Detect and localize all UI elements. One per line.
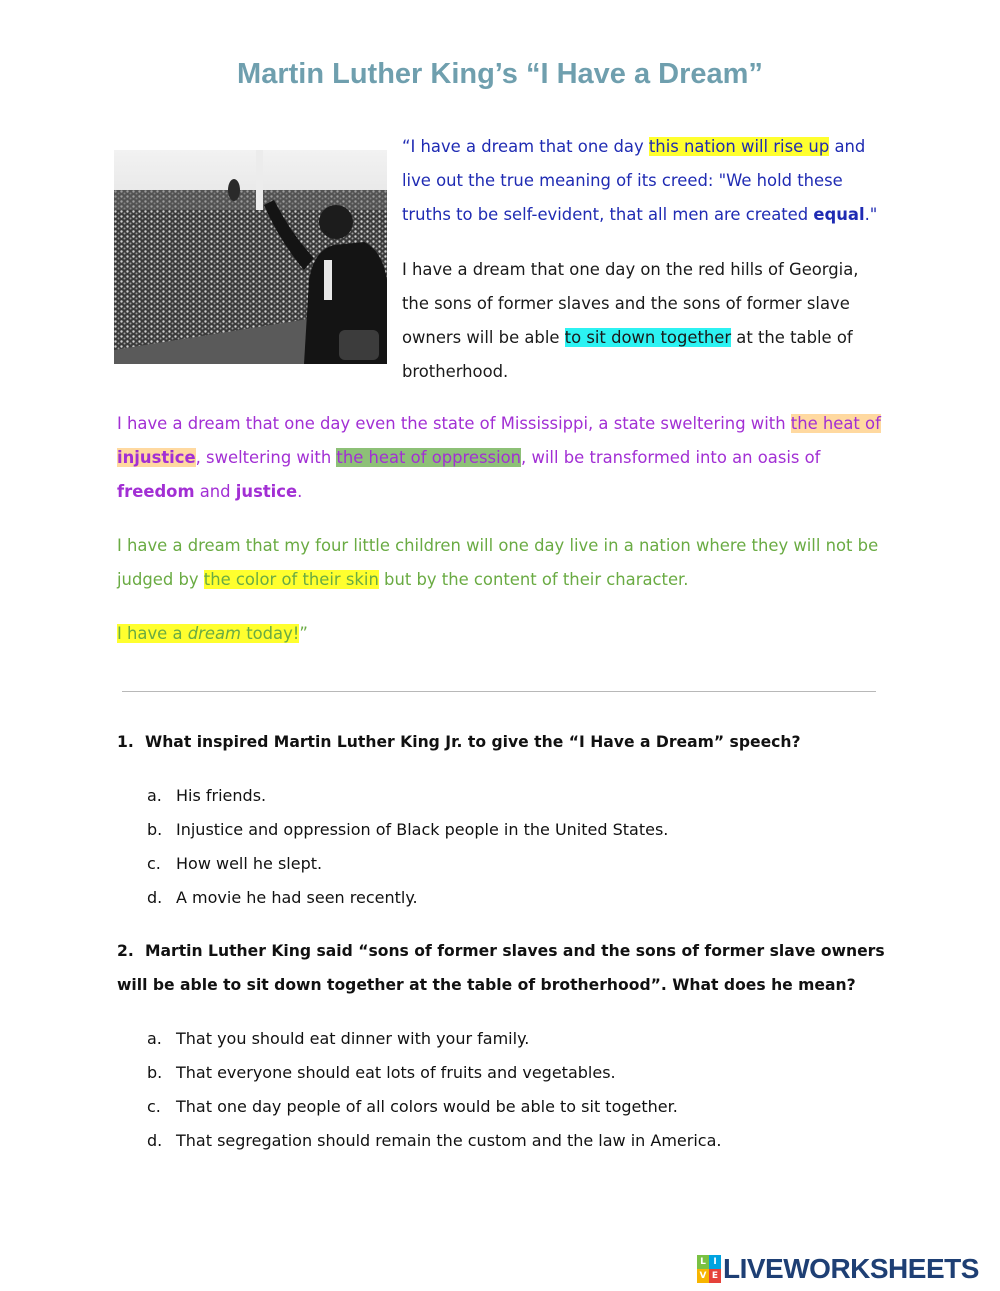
question-2: 2. Martin Luther King said “sons of former slaves and the sons of former slave owners will be able to sit down together at the table of brotherhood”. What does he mean? xyxy=(117,942,885,994)
question-1-options xyxy=(147,779,668,915)
question-2-options xyxy=(147,1022,721,1158)
option-item[interactable]: c. That one day people of all colors would be able to sit together. xyxy=(147,1097,678,1116)
speech-paragraph-2: I have a dream that one day on the red hills of Georgia, the sons of former slaves and the sons of former slave owners will be able to sit down together at the table of brotherhood. xyxy=(402,260,859,381)
brand-name: LIVEWORKSHEETS xyxy=(723,1253,979,1284)
question-1: 1. What inspired Martin Luther King Jr. to give the “I Have a Dream” speech? xyxy=(117,733,801,751)
bold-equal: equal xyxy=(813,205,865,224)
speech-paragraph-5: I have a dream today!” xyxy=(117,624,308,643)
liveworksheets-icon: L I V E xyxy=(697,1255,721,1283)
speech-paragraph-4: I have a dream that my four little children will one day live in a nation where they will not be judged by the color of their skin but by the content of their character. xyxy=(117,536,879,589)
highlight-rise-up: this nation will rise up xyxy=(648,137,830,156)
highlight-sit-down-together: to sit down together xyxy=(564,328,732,347)
option-item[interactable]: a. That you should eat dinner with your family. xyxy=(147,1029,530,1048)
option-item[interactable]: b. That everyone should eat lots of fruits and vegetables. xyxy=(147,1063,616,1082)
highlight-heat-of-oppression: the heat of oppression xyxy=(336,448,522,467)
option-item[interactable]: b. Injustice and oppression of Black people in the United States. xyxy=(147,820,669,839)
highlight-color-of-skin: the color of their skin xyxy=(203,570,379,589)
option-item[interactable]: d. That segregation should remain the custom and the law in America. xyxy=(147,1131,722,1150)
highlight-heat-of-injustice: the heat of injustice xyxy=(117,414,881,467)
option-item[interactable]: a. His friends. xyxy=(147,786,267,805)
option-item[interactable]: d. A movie he had seen recently. xyxy=(147,888,418,907)
bold-justice: justice xyxy=(235,482,298,501)
speech-paragraph-1: “I have a dream that one day this nation will rise up and live out the true meaning of its creed: "We hold these truths to be self-evident, that all men are created equal." xyxy=(402,137,878,224)
bold-freedom: freedom xyxy=(117,482,195,501)
liveworksheets-logo xyxy=(697,1253,979,1285)
option-item[interactable]: c. How well he slept. xyxy=(147,854,323,873)
speech-paragraph-3: I have a dream that one day even the state of Mississippi, a state sweltering with the heat of injustice, sweltering with the heat of oppression, will be transformed into an oasis of freedom and justice. xyxy=(117,414,881,501)
mlk-photo xyxy=(114,150,387,364)
page-title: Martin Luther King’s “I Have a Dream” xyxy=(237,58,763,90)
section-divider xyxy=(122,691,876,692)
highlight-dream-today: I have a dream today! xyxy=(117,624,300,643)
